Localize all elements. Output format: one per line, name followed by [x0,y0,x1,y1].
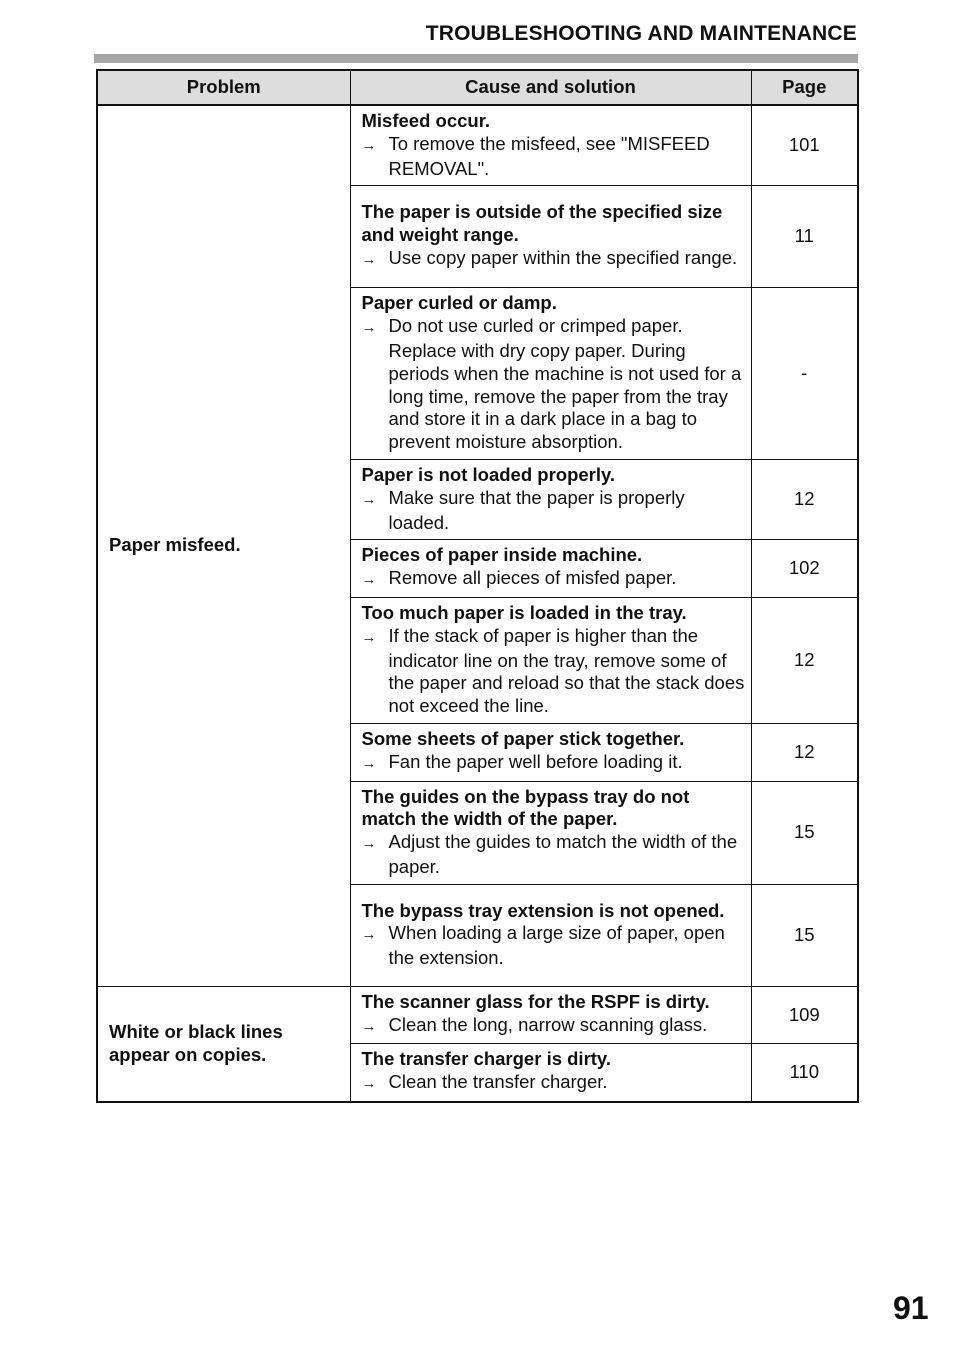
cause-title: The transfer charger is dirty. [361,1048,611,1070]
page-reference: 110 [751,1044,858,1102]
page-reference: 102 [751,540,858,598]
cause-title: Paper is not loaded properly. [361,463,616,485]
arrow-right-icon: → [361,136,377,154]
arrow-right-icon: → [361,754,377,772]
cause-title: The bypass tray extension is not opened. [361,899,725,921]
arrow-right-icon: → [361,1017,377,1035]
solution-label: Use copy paper within the specified range. [388,246,738,268]
cause-cell [350,884,751,986]
solution-text [362,133,745,181]
table-body [97,105,858,1102]
cause-cell [350,723,751,781]
solution-text [362,922,745,970]
solution-label: If the stack of paper is higher than the indicator line on the tray, remove some of the paper and reload so that the stack does not exceed the line. [388,624,745,717]
table-row [97,105,858,186]
page-reference: 12 [751,723,858,781]
column-header-problem: Problem [97,70,350,105]
problem-cell: Paper misfeed. [97,105,350,986]
cause-cell [350,105,751,186]
solution-text [362,831,745,879]
solution-label: To remove the misfeed, see "MISFEED REMOVAL". [388,132,710,179]
page-reference: 15 [751,781,858,884]
cause-cell [350,540,751,598]
troubleshooting-table [96,69,859,1103]
arrow-right-icon: → [361,628,377,646]
solution-label: Do not use curled or crimped paper. Replace with dry copy paper. During periods when the machine is not used for a long time, remove the paper from the tray and store it in a dark place in a bag to prevent moisture absorption. [388,315,742,453]
solution-text [362,1014,745,1039]
solution-label: When loading a large size of paper, open the extension. [388,922,725,969]
arrow-right-icon: → [361,1075,377,1093]
cause-cell [350,459,751,539]
solution-label: Remove all pieces of misfed paper. [388,567,677,589]
page-number: 91 [893,1290,929,1326]
problem-cell: White or black lines appear on copies. [97,986,350,1102]
cause-title: Some sheets of paper stick together. [361,727,685,749]
cause-title: The paper is outside of the specified size and weight range. [361,201,723,245]
page-reference: 11 [751,186,858,288]
solution-label: Adjust the guides to match the width of the paper. [388,831,738,877]
cause-title: Pieces of paper inside machine. [361,544,643,566]
cause-title: The guides on the bypass tray do not match the width of the paper. [361,785,690,830]
page-reference: - [751,288,858,460]
arrow-right-icon: → [361,926,377,944]
table-header-row [97,70,858,105]
page-reference: 109 [751,986,858,1044]
cause-cell [350,1044,751,1102]
solution-label: Fan the paper well before loading it. [388,750,683,772]
arrow-right-icon: → [361,490,377,508]
solution-text [362,315,745,454]
table-row [97,986,858,1044]
solution-label: Clean the long, narrow scanning glass. [388,1013,708,1035]
page-reference: 101 [751,105,858,186]
cause-cell [350,986,751,1044]
cause-cell [350,288,751,460]
solution-label: Make sure that the paper is properly loaded. [388,486,685,533]
arrow-right-icon: → [361,571,377,589]
title-rule [94,54,858,63]
solution-text [362,487,745,535]
cause-cell [350,186,751,288]
arrow-right-icon: → [361,835,377,853]
cause-title: Paper curled or damp. [361,292,557,314]
cause-title: Too much paper is loaded in the tray. [361,601,687,623]
cause-title: Misfeed occur. [361,110,491,131]
cause-title: The scanner glass for the RSPF is dirty. [361,990,710,1012]
column-header-cause: Cause and solution [350,70,751,105]
arrow-right-icon: → [361,250,377,268]
cause-cell [350,597,751,723]
column-header-page: Page [751,70,858,105]
cause-cell [350,781,751,884]
section-title: TROUBLESHOOTING AND MAINTENANCE [425,22,857,45]
solution-text [362,247,745,272]
page-reference: 15 [751,884,858,986]
solution-text [362,1071,745,1096]
arrow-right-icon: → [361,319,377,337]
solution-text [362,567,745,592]
solution-text [362,751,745,776]
solution-label: Clean the transfer charger. [388,1071,608,1093]
page-reference: 12 [751,459,858,539]
page-reference: 12 [751,597,858,723]
solution-text [362,625,745,718]
